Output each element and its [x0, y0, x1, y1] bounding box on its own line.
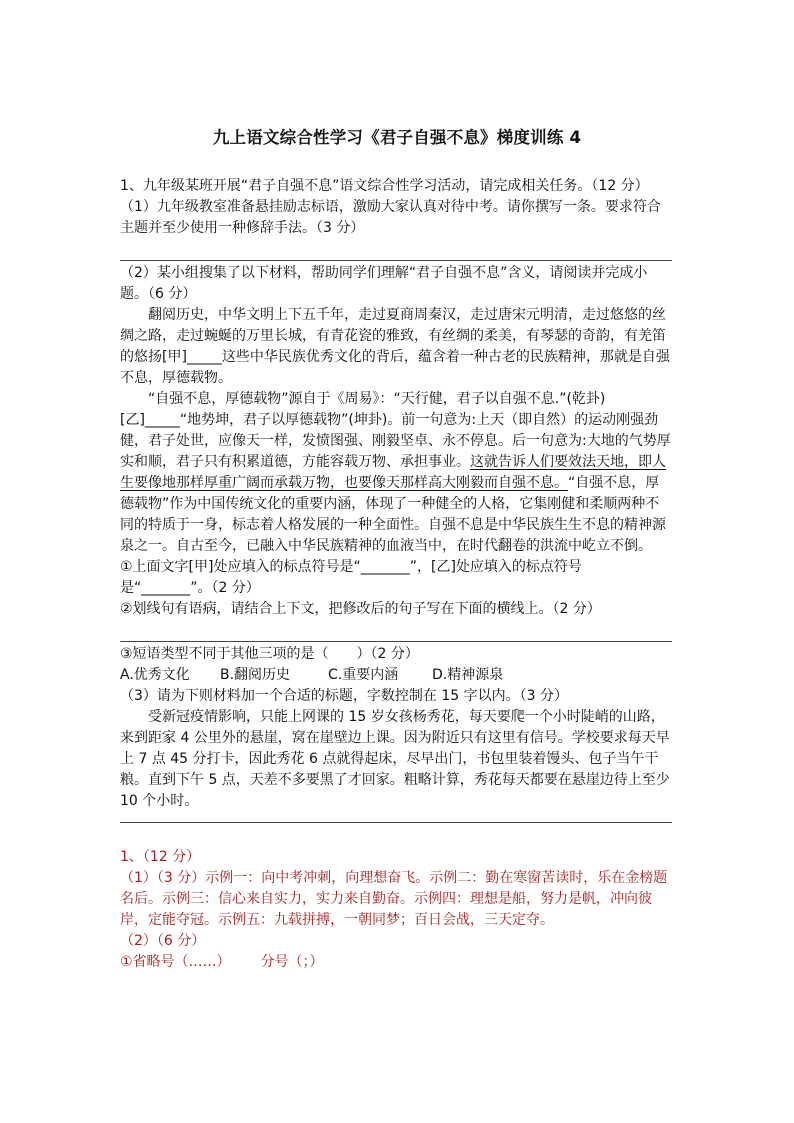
- underlined-sentence: 这就告诉人们要效法天地，即人生要像地那样厚重广阔而承载万物，也要像天那样高大刚毅而自强不息。: [120, 454, 666, 491]
- question-1-part-3: （3）请为下则材料加一个合适的标题，字数控制在 15 字以内。（3 分）: [120, 688, 568, 704]
- passage-2-part-b: “自强不息，厚德载物”作为中国传统文化的重要内涵，体现了一种健全的人格，它集刚健和柔顺两种不同的特质于一身，标志着人格发展的一种全面性。自强不息是中华民族生生不息的精神源泉之一。自古至今，已融入中华民族精神的血液当中，在时代翻卷的洪流中屹立不倒。: [120, 475, 666, 554]
- question-1-intro: 1、九年级某班开展“君子自强不息”语文综合性学习活动，请完成相关任务。（12 分）: [120, 178, 649, 194]
- answer-part-2-heading: （2）（6 分）: [120, 933, 206, 949]
- answer-heading: 1、（12 分）: [120, 849, 201, 865]
- reading-passage-3: 受新冠疫情影响，只能上网课的 15 岁女孩杨秀花，每天要爬一个小时陡峭的山路，来到距家 4 公里外的悬崖，窝在崖壁边上课。因为附近只有这里有信号。学校要求每天早上 7 点 45 分打卡，因此秀花 6 点就得起床，尽早出门，书包里装着馒头、包子当午干粮。直到下午 5 点，天差不多要黑了才回家。粗略计算，秀花每天都要在悬崖边待上至少 10 个小时。: [120, 709, 670, 809]
- option-c[interactable]: C.重要内涵: [328, 667, 399, 683]
- reading-passage-2: [120, 389, 672, 557]
- reading-passage-1: 翻阅历史，中华文明上下五千年，走过夏商周秦汉，走过唐宋元明清，走过悠悠的丝绸之路，走过蜿蜒的万里长城，有青花瓷的雅致，有丝绸的柔美，有琴瑟的奇韵，有羌笛的悠扬[甲]_____这些中华民族优秀文化的背后，蕴含着一种古老的民族精神，那就是自强不息，厚德载物。: [120, 307, 670, 386]
- answer-ellipsis: ①省略号（……）: [120, 954, 231, 970]
- answer-part-1: （1）（3 分）示例一：向中考冲刺，向理想奋飞。示例二：勤在寒窗苦读时，乐在金榜题名后。示例三：信心来自实力，实力来自勤奋。示例四：理想是船，努力是帆，冲向彼岸，定能夺冠。示例五：九载拼搏，一朝同梦；百日会战，三天定夺。: [120, 870, 668, 928]
- sub-question-1: ①上面文字[甲]处应填入的标点符号是“_______”，[乙]处应填入的标点符号是“_______”。（2 分）: [120, 559, 582, 596]
- option-b[interactable]: B.翻阅历史: [220, 667, 291, 683]
- sub-question-2: ②划线句有语病，请结合上下文，把修改后的句子写在下面的横线上。（2 分）: [120, 601, 601, 617]
- page-title: 九上语文综合性学习《君子自强不息》梯度训练 4: [212, 128, 582, 147]
- choice-options: [120, 665, 672, 686]
- option-d[interactable]: D.精神源泉: [432, 667, 504, 683]
- question-1-part-1: （1）九年级教室准备悬挂励志标语，激励大家认真对待中考。请你撰写一条。要求符合主题并至少使用一种修辞手法。（3 分）: [120, 199, 661, 236]
- answer-semicolon: 分号（；）: [260, 954, 324, 970]
- passage-2-part-a: “自强不息，厚德载物”源自于《周易》：“天行健，君子以自强不息.”(乾卦)[乙]_____“地势坤，君子以厚德载物”(坤卦)。前一句意为:上天（即自然）的运动刚强劲健，君子处世，应像天一样，发愤图强、刚毅坚卓、永不停息。后一句意为:大地的气势厚实和顺，君子只有积累道德，方能容载万物、承担事业。: [120, 391, 671, 470]
- answer-part-2-1: [120, 952, 672, 973]
- sub-question-3: ③短语类型不同于其他三项的是（ ）（2 分）: [120, 646, 419, 662]
- question-1-part-2-intro: （2）某小组搜集了以下材料，帮助同学们理解“君子自强不息”含义，请阅读并完成小题。（6 分）: [120, 265, 648, 302]
- answer-line-2[interactable]: [120, 641, 672, 642]
- answer-section: [120, 847, 672, 973]
- document-body: [120, 176, 672, 973]
- option-a[interactable]: A.优秀文化: [120, 667, 190, 683]
- answer-line-1[interactable]: [120, 260, 672, 261]
